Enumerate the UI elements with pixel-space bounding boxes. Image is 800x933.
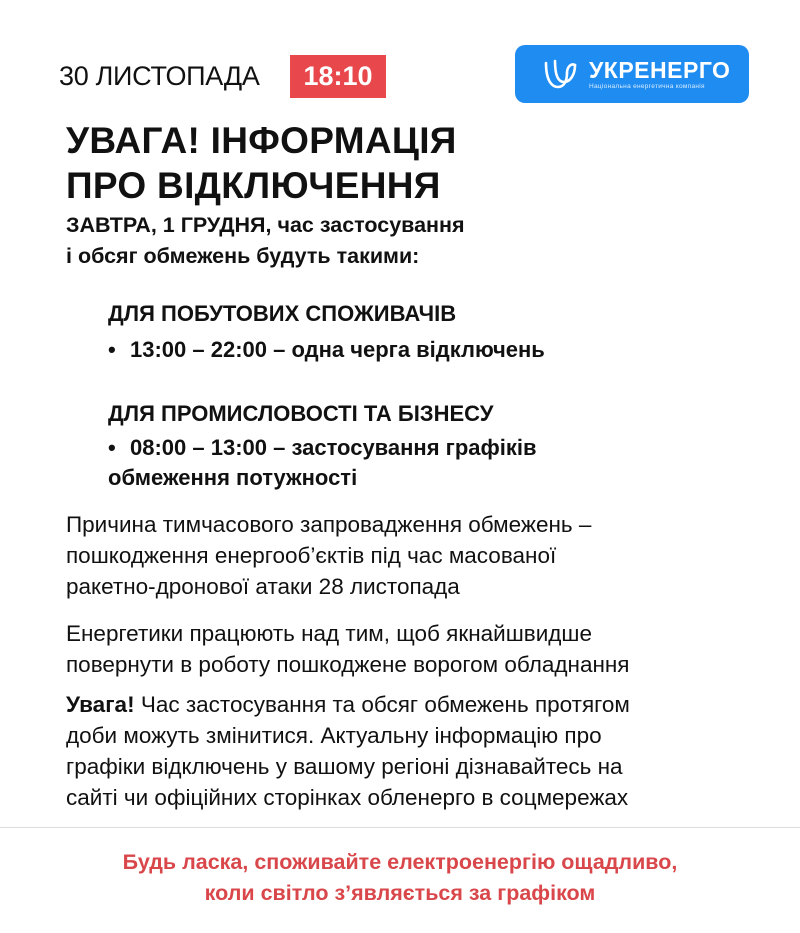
headline-line-2: ПРО ВІДКЛЮЧЕННЯ <box>66 165 441 206</box>
paragraph-warning-line: графіки відключень у вашому регіоні дізнавайтесь на <box>66 754 623 779</box>
paragraph-reason-line: Причина тимчасового запровадження обмежень – <box>66 512 592 537</box>
headline-line-1: УВАГА! ІНФОРМАЦІЯ <box>66 120 457 161</box>
section-title-household: ДЛЯ ПОБУТОВИХ СПОЖИВАЧІВ <box>108 301 457 326</box>
bullet-household <box>108 335 545 365</box>
bullet-business-line-2: обмеження потужності <box>108 465 358 490</box>
ukrenergo-logo <box>515 45 749 103</box>
paragraph-work-line: Енергетики працюють над тим, щоб якнайшвидше <box>66 621 592 646</box>
paragraph-reason <box>66 509 738 602</box>
paragraph-reason-line: пошкодження енергооб’єктів під час масованої <box>66 543 557 568</box>
footer-message <box>0 847 800 909</box>
bullet-business <box>108 433 537 493</box>
footer-divider <box>0 827 800 828</box>
bullet-dot: • <box>108 337 116 362</box>
bullet-business-line-1: 08:00 – 13:00 – застосування графіків <box>130 435 537 460</box>
subhead-line-2: і обсяг обмежень будуть такими: <box>66 244 420 268</box>
section-title-business: ДЛЯ ПРОМИСЛОВОСТІ ТА БІЗНЕСУ <box>108 401 494 426</box>
paragraph-warning-line: Час застосування та обсяг обмежень протягом <box>140 692 630 717</box>
bullet-dot: • <box>108 435 116 460</box>
ukrenergo-logo-icon <box>543 57 579 91</box>
subhead <box>66 210 465 272</box>
paragraph-work-line: повернути в роботу пошкоджене ворогом обладнання <box>66 652 630 677</box>
warning-label: Увага! <box>66 692 135 717</box>
headline <box>66 118 457 208</box>
logo-subtitle: Національна енергетична компанія <box>589 83 705 90</box>
subhead-line-1: ЗАВТРА, 1 ГРУДНЯ, час застосування <box>66 213 465 237</box>
paragraph-warning <box>66 689 738 813</box>
logo-name: УКРЕНЕРГО <box>589 57 731 83</box>
bullet-household-text: 13:00 – 22:00 – одна черга відключень <box>130 337 545 362</box>
time-badge: 18:10 <box>290 55 386 98</box>
paragraph-warning-line: сайті чи офіційних сторінках обленерго в соцмережах <box>66 785 629 810</box>
paragraph-work <box>66 618 738 680</box>
date-label: 30 ЛИСТОПАДА <box>59 61 260 91</box>
paragraph-warning-line: доби можуть змінитися. Актуальну інформацію про <box>66 723 602 748</box>
footer-line-1: Будь ласка, споживайте електроенергію ощадливо, <box>122 850 678 874</box>
footer-line-2: коли світло з’являється за графіком <box>204 881 596 905</box>
paragraph-reason-line: ракетно-дронової атаки 28 листопада <box>66 574 460 599</box>
